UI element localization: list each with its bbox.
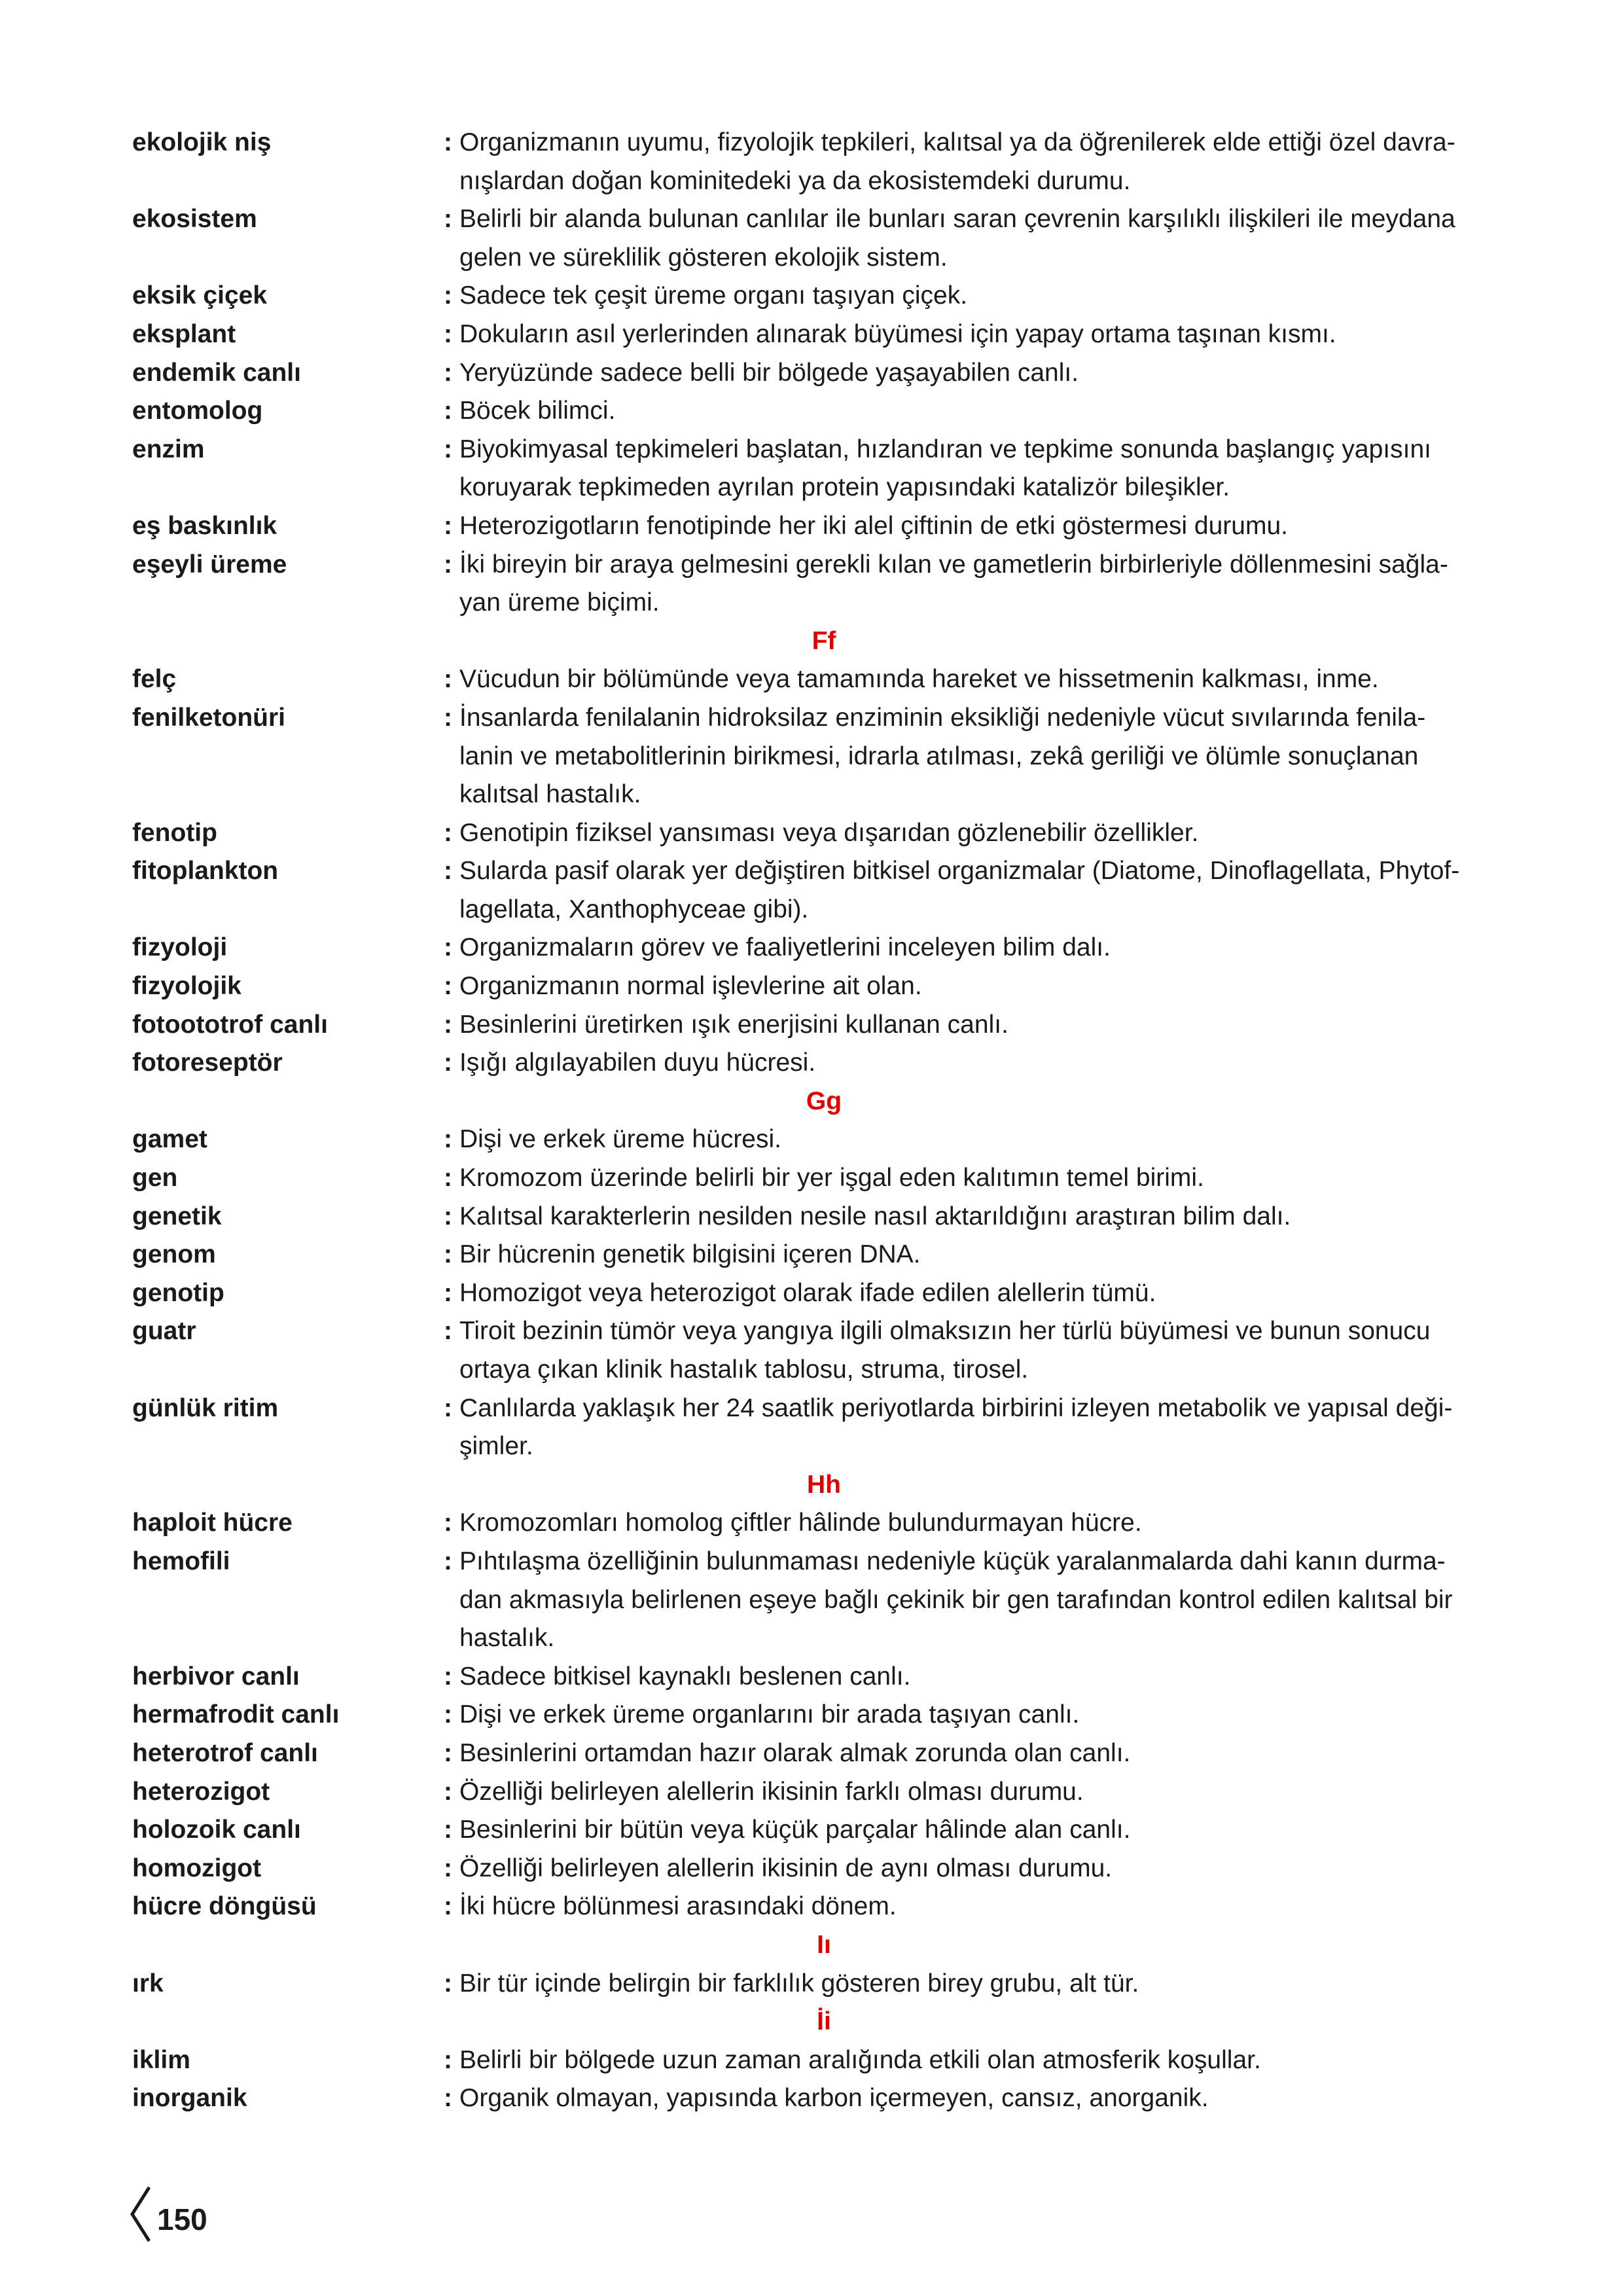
glossary-definition — [457, 1390, 1482, 1466]
definition-line: İki hücre bölünmesi arasındaki dönem. — [459, 1892, 897, 1921]
glossary-entry — [132, 1773, 1493, 1812]
glossary-definition — [457, 1888, 1482, 1926]
term-separator: : — [444, 205, 452, 234]
term-separator: : — [444, 1700, 452, 1729]
term-separator: : — [444, 665, 452, 694]
glossary-term: fitoplankton — [132, 857, 279, 886]
glossary-definition — [457, 200, 1482, 277]
glossary-entry — [132, 660, 1493, 699]
glossary-term: heterotrof canlı — [132, 1738, 318, 1767]
glossary-entry — [132, 967, 1493, 1006]
glossary-definition — [457, 354, 1482, 393]
section-letter-heading: Ff — [812, 626, 836, 655]
glossary-term: genom — [132, 1240, 216, 1269]
term-separator: : — [444, 1738, 452, 1767]
section-letter-heading: İi — [817, 2007, 831, 2036]
term-separator: : — [444, 550, 452, 579]
glossary-term: inorganik — [132, 2084, 247, 2113]
definition-line: Dişi ve erkek üreme hücresi. — [459, 1125, 781, 1154]
term-separator: : — [444, 511, 452, 540]
definition-line: lagellata, Xanthophyceae gibi). — [459, 895, 809, 924]
glossary-term: guatr — [132, 1317, 196, 1346]
definition-line: dan akmasıyla belirlenen eşeye bağlı çekinik bir gen tarafından kontrol edilen kalıtsal bir — [459, 1585, 1453, 1614]
glossary-definition — [457, 2079, 1482, 2118]
glossary-definition — [457, 315, 1482, 354]
glossary-term: hermafrodit canlı — [132, 1700, 340, 1729]
glossary-definition — [457, 1773, 1482, 1812]
glossary-definition — [457, 699, 1482, 814]
glossary-term: holozoik canlı — [132, 1816, 301, 1844]
definition-line: Besinlerini ortamdan hazır olarak almak zorunda olan canlı. — [459, 1738, 1131, 1767]
definition-line: Organizmaların görev ve faaliyetlerini inceleyen bilim dalı. — [459, 933, 1111, 962]
definition-line: Bir tür içinde belirgin bir farklılık gösteren birey grubu, alt tür. — [459, 1969, 1139, 1998]
definition-line: Biyokimyasal tepkimeleri başlatan, hızlandıran ve tepkime sonunda başlangıç yapısını — [459, 435, 1431, 463]
definition-line: Sadece tek çeşit üreme organı taşıyan çiçek. — [459, 281, 968, 310]
glossary-entry — [132, 1696, 1493, 1734]
glossary-term: eşeyli üreme — [132, 550, 287, 579]
glossary-entry — [132, 929, 1493, 967]
glossary-definition — [457, 1044, 1482, 1083]
glossary-definition — [457, 392, 1482, 431]
definition-line: Bir hücrenin genetik bilgisini içeren DNA. — [459, 1240, 921, 1269]
definition-line: Böcek bilimci. — [459, 397, 616, 425]
glossary-term: ekosistem — [132, 205, 257, 234]
definition-line: yan üreme biçimi. — [459, 588, 660, 617]
glossary-term: heterozigot — [132, 1777, 270, 1806]
term-separator: : — [444, 1547, 452, 1575]
glossary-entry — [132, 1734, 1493, 1773]
glossary-entry — [132, 1006, 1493, 1045]
definition-line: Heterozigotların fenotipinde her iki alel çiftinin de etki göstermesi durumu. — [459, 511, 1288, 540]
definition-line: Sularda pasif olarak yer değiştiren bitkisel organizmalar (Diatome, Dinoflagellata, Phytof- — [459, 857, 1460, 886]
term-separator: : — [444, 358, 452, 387]
definition-line: Kalıtsal karakterlerin nesilden nesile nasıl aktarıldığını araştıran bilim dalı. — [459, 1202, 1291, 1230]
term-separator: : — [444, 1317, 452, 1346]
term-separator: : — [444, 2084, 452, 2113]
term-separator: : — [444, 2045, 452, 2074]
term-separator: : — [444, 1240, 452, 1269]
definition-line: Canlılarda yaklaşık her 24 saatlik periyotlarda birbirini izleyen metabolik ve yapısal deği- — [459, 1393, 1453, 1422]
term-separator: : — [444, 1662, 452, 1691]
glossary-definition — [457, 1850, 1482, 1888]
glossary-term: fotoototrof canlı — [132, 1010, 328, 1039]
glossary-definition — [457, 1121, 1482, 1159]
term-separator: : — [444, 1125, 452, 1154]
glossary-entry — [132, 1888, 1493, 1926]
glossary-definition — [457, 431, 1482, 507]
definition-line: İnsanlarda fenilalanin hidroksilaz enziminin eksikliği nedeniyle vücut sıvılarında fenila- — [459, 703, 1426, 732]
definition-line: gelen ve süreklilik gösteren ekolojik sistem. — [459, 243, 948, 272]
glossary-entry — [132, 1543, 1493, 1658]
term-separator: : — [444, 703, 452, 732]
glossary-entry — [132, 852, 1493, 929]
glossary-entry — [132, 1236, 1493, 1274]
term-separator: : — [444, 972, 452, 1001]
definition-line: Dişi ve erkek üreme organlarını bir arada taşıyan canlı. — [459, 1700, 1080, 1729]
glossary-definition — [457, 1274, 1482, 1313]
term-separator: : — [444, 281, 452, 310]
definition-line: Besinlerini bir bütün veya küçük parçalar hâlinde alan canlı. — [459, 1816, 1131, 1844]
glossary-term: genotip — [132, 1278, 224, 1307]
term-separator: : — [444, 397, 452, 425]
definition-line: Pıhtılaşma özelliğinin bulunmaması nedeniyle küçük yaralanmalarda dahi kanın durma- — [459, 1547, 1446, 1575]
glossary-definition — [457, 2041, 1482, 2080]
definition-line: şimler. — [459, 1432, 533, 1461]
term-separator: : — [444, 1892, 452, 1921]
glossary-definition — [457, 1312, 1482, 1389]
definition-line: Belirli bir bölgede uzun zaman aralığında etkili olan atmosferik koşullar. — [459, 2045, 1261, 2074]
term-separator: : — [444, 1202, 452, 1230]
glossary-term: eksplant — [132, 319, 236, 348]
glossary-entry — [132, 1274, 1493, 1313]
page-number: 150 — [157, 2202, 207, 2236]
glossary-definition — [457, 124, 1482, 200]
term-separator: : — [444, 128, 452, 156]
glossary-term: eksik çiçek — [132, 281, 268, 310]
glossary-definition — [457, 1159, 1482, 1198]
definition-line: Yeryüzünde sadece belli bir bölgede yaşayabilen canlı. — [459, 358, 1079, 387]
glossary-entry — [132, 431, 1493, 507]
glossary-definition — [457, 546, 1482, 622]
glossary-entry — [132, 1811, 1493, 1850]
glossary-definition — [457, 1543, 1482, 1658]
section-letter-heading: Hh — [807, 1470, 841, 1499]
glossary-term: iklim — [132, 2045, 190, 2074]
glossary-term: haploit hücre — [132, 1509, 293, 1537]
glossary-entry — [132, 1044, 1493, 1083]
glossary-term: fenilketonüri — [132, 703, 286, 732]
glossary-term: fizyolojik — [132, 972, 241, 1001]
definition-line: Sadece bitkisel kaynaklı beslenen canlı. — [459, 1662, 911, 1691]
glossary-term: hemofili — [132, 1547, 230, 1575]
definition-line: ortaya çıkan klinik hastalık tablosu, struma, tirosel. — [459, 1355, 1029, 1384]
glossary-entry — [132, 546, 1493, 622]
term-separator: : — [444, 435, 452, 463]
definition-line: Vücudun bir bölümünde veya tamamında hareket ve hissetmenin kalkması, inme. — [459, 665, 1379, 694]
term-separator: : — [444, 818, 452, 847]
glossary-term: herbivor canlı — [132, 1662, 300, 1691]
definition-line: hastalık. — [459, 1624, 555, 1653]
glossary-entry — [132, 1198, 1493, 1236]
glossary-entry — [132, 2041, 1493, 2080]
glossary-entry — [132, 2079, 1493, 2118]
glossary-entry — [132, 354, 1493, 393]
glossary-term: eş baskınlık — [132, 511, 277, 540]
term-separator: : — [444, 1854, 452, 1882]
glossary-term: genetik — [132, 1202, 222, 1230]
glossary-entry — [132, 1504, 1493, 1543]
definition-line: Özelliği belirleyen alellerin ikisinin farklı olması durumu. — [459, 1777, 1084, 1806]
glossary-definition — [457, 1504, 1482, 1543]
glossary-entry — [132, 124, 1493, 200]
definition-line: koruyarak tepkimeden ayrılan protein yapısındaki katalizör bileşikler. — [459, 473, 1230, 502]
term-separator: : — [444, 319, 452, 348]
glossary-entry — [132, 1159, 1493, 1198]
glossary-definition — [457, 1811, 1482, 1850]
term-separator: : — [444, 1049, 452, 1077]
glossary-entry — [132, 699, 1493, 814]
glossary-definition — [457, 852, 1482, 929]
glossary-entry — [132, 1658, 1493, 1696]
glossary-definition — [457, 1006, 1482, 1045]
glossary-definition — [457, 660, 1482, 699]
glossary-definition — [457, 929, 1482, 967]
term-separator: : — [444, 1816, 452, 1844]
definition-line: Tiroit bezinin tümör veya yangıya ilgili olmaksızın her türlü büyümesi ve bunun sonucu — [459, 1317, 1431, 1346]
term-separator: : — [444, 1164, 452, 1193]
glossary-entry — [132, 814, 1493, 853]
definition-line: Belirli bir alanda bulunan canlılar ile bunları saran çevrenin karşılıklı ilişkileri ile meydana — [459, 205, 1455, 234]
term-separator: : — [444, 933, 452, 962]
glossary-term: günlük ritim — [132, 1393, 279, 1422]
term-separator: : — [444, 1393, 452, 1422]
glossary-definition — [457, 1696, 1482, 1734]
glossary-entry — [132, 200, 1493, 277]
glossary-entry — [132, 1390, 1493, 1466]
glossary-term: gamet — [132, 1125, 207, 1154]
glossary-entry — [132, 1121, 1493, 1159]
term-separator: : — [444, 1777, 452, 1806]
glossary-entry — [132, 1965, 1493, 2003]
term-separator: : — [444, 1010, 452, 1039]
glossary-term: fizyoloji — [132, 933, 228, 962]
term-separator: : — [444, 1278, 452, 1307]
definition-line: nışlardan doğan kominitedeki ya da ekosistemdeki durumu. — [459, 166, 1131, 195]
glossary-definition — [457, 277, 1482, 315]
glossary-term: gen — [132, 1164, 178, 1193]
definition-line: lanin ve metabolitlerinin birikmesi, idrarla atılması, zekâ geriliği ve ölümle sonuçlanan — [459, 742, 1419, 770]
glossary-definition — [457, 1658, 1482, 1696]
glossary-term: enzim — [132, 435, 205, 463]
glossary-entry — [132, 392, 1493, 431]
glossary-term: fenotip — [132, 818, 217, 847]
definition-line: Besinlerini üretirken ışık enerjisini kullanan canlı. — [459, 1010, 1008, 1039]
term-separator: : — [444, 857, 452, 886]
glossary-term: felç — [132, 665, 177, 694]
glossary-term: hücre döngüsü — [132, 1892, 317, 1921]
glossary-definition — [457, 814, 1482, 853]
glossary-term: fotoreseptör — [132, 1049, 283, 1077]
glossary-definition — [457, 1236, 1482, 1274]
definition-line: Organizmanın uyumu, fizyolojik tepkileri, kalıtsal ya da öğrenilerek elde ettiği özel davra- — [459, 128, 1455, 156]
glossary-term: ırk — [132, 1969, 164, 1998]
glossary-definition — [457, 967, 1482, 1006]
definition-line: Homozigot veya heterozigot olarak ifade edilen alellerin tümü. — [459, 1278, 1156, 1307]
glossary-entry — [132, 507, 1493, 546]
page-corner-chevron-icon — [128, 2185, 154, 2244]
definition-line: İki bireyin bir araya gelmesini gerekli kılan ve gametlerin birbirleriyle döllenmesini sağla- — [459, 550, 1448, 579]
glossary-term: entomolog — [132, 397, 263, 425]
glossary-definition — [457, 507, 1482, 546]
glossary-definition — [457, 1965, 1482, 2003]
definition-line: Kromozom üzerinde belirli bir yer işgal eden kalıtımın temel birimi. — [459, 1164, 1204, 1193]
definition-line: Dokuların asıl yerlerinden alınarak büyümesi için yapay ortama taşınan kısmı. — [459, 319, 1336, 348]
glossary-list — [132, 124, 1493, 2118]
definition-line: Genotipin fiziksel yansıması veya dışarıdan gözlenebilir özellikler. — [459, 818, 1199, 847]
definition-line: Organik olmayan, yapısında karbon içermeyen, cansız, anorganik. — [459, 2084, 1209, 2113]
definition-line: Organizmanın normal işlevlerine ait olan. — [459, 972, 922, 1001]
section-letter-heading: Gg — [806, 1086, 842, 1115]
definition-line: Özelliği belirleyen alellerin ikisinin de aynı olması durumu. — [459, 1854, 1113, 1882]
glossary-entry — [132, 277, 1493, 315]
definition-line: Kromozomları homolog çiftler hâlinde bulundurmayan hücre. — [459, 1509, 1142, 1537]
glossary-entry — [132, 1312, 1493, 1389]
section-letter-heading: Iı — [817, 1930, 831, 1959]
glossary-entry — [132, 1850, 1493, 1888]
glossary-term: homozigot — [132, 1854, 262, 1882]
glossary-term: endemik canlı — [132, 358, 301, 387]
glossary-entry — [132, 315, 1493, 354]
glossary-definition — [457, 1734, 1482, 1773]
glossary-definition — [457, 1198, 1482, 1236]
term-separator: : — [444, 1509, 452, 1537]
definition-line: Işığı algılayabilen duyu hücresi. — [459, 1049, 816, 1077]
definition-line: kalıtsal hastalık. — [459, 780, 641, 809]
glossary-term: ekolojik niş — [132, 128, 272, 156]
term-separator: : — [444, 1969, 452, 1998]
